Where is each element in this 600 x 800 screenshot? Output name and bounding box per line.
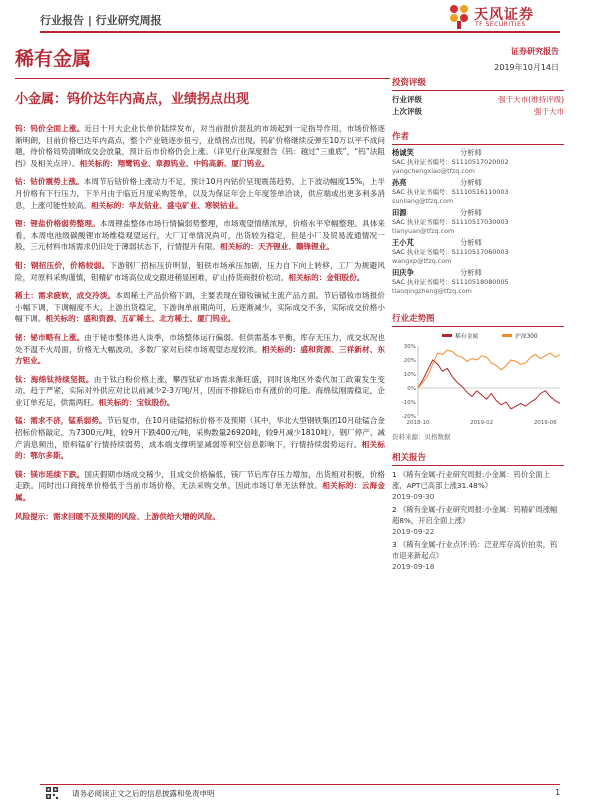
sidebar [392, 74, 564, 572]
paragraph-lithium: 锂：锂盐价格弱势整理。本周锂盐整体市场行情偏弱势整理，市场观望情绪浓厚，价格水平窄幅整理。具体来看，本周电池级碳酸锂市场维稳观望运行，大厂订单情况尚可，出货较为稳定，但是小厂及贸易流通情况一般，三元材料市场需求仍旧处于薄弱状态下，行情提升有限。相关标的：天齐锂业、赣锋锂业。 [15, 219, 386, 252]
trend-chart-svg [392, 330, 564, 430]
report-body [15, 123, 385, 522]
series-line-1 [418, 350, 560, 388]
page-number: 1 [555, 788, 560, 797]
x-tick-label: 2019-06 [533, 420, 557, 426]
analyst-email[interactable]: sunliang@tfzq.com [392, 197, 454, 205]
brand-logo [447, 3, 567, 31]
report-category: 行业报告 | 行业研究周报 [40, 14, 162, 27]
related-heading: 相关报告 [392, 449, 564, 466]
analyst-entry: 王小芃 分析师 SAC 执业证书编号：S1110517060003 wangxp@tfzq.com [392, 238, 564, 266]
sector-name: 稀有金属 [15, 48, 92, 70]
qr-code-icon [46, 787, 58, 799]
legend-label: 稀有金属 [455, 334, 479, 340]
analyst-email[interactable]: yangchengxiao@tfzq.com [392, 167, 476, 175]
paragraph-tungsten: 钨：钨价全面上涨。近日十月大企业长单价陆续发布，对当前报价混乱的市场起到一定指导作用，市场价格逐渐明朗，目前价格已达年内高点，整个产业链逐步扭亏，业绩拐点出现。钨矿价格继续反弹至10万以平不成问题，待价格局势清晰成交会放量，预计后市价格仍会上涨。（详见行业深度报告《钨：越过“三重底”，“钨”法阻挡》及相关点评）。相关标的：翔鹭钨业、章源钨业、中钨高新、厦门钨业。 [15, 124, 386, 168]
authors-heading: 作者 [392, 128, 564, 145]
report-title: 小金属：钨价达年内高点，业绩拐点出现 [15, 92, 250, 107]
y-tick-label: -10% [401, 400, 416, 406]
paragraph-manganese: 锰：需求不济，锰系弱势。节后复市，在10月硅锰招标价格不及预期（其中，华北大型钢铁集团10月硅锰合金招标价格敲定，为7300元/吨，较9月下跌400元/吨，采购数量26920吨，较9月减少1810吨），钢厂停产、减产消息频出，原料锰矿行情持续弱势，成本端支撑明显减弱等利空信息影响下，行情持续弱势运行。相关标的：鄂尔多斯。 [15, 416, 386, 461]
paragraph-magnesium: 镁：镁市延续下跌。国庆假期市场成交稀少，且成交价格偏低，镁厂节后库存压力增加，出货相对积极，价格走跌。同时出口商接单价格低于当前市场价格，无法采购交单，因此市场订单无法释放。相关标的：云海金属。 [15, 469, 386, 503]
y-tick-label: -20% [401, 414, 416, 420]
analyst-entry: 田源 分析师 SAC 执业证书编号：S1110517030003 tianyuan@tfzq.com [392, 208, 564, 236]
logo-subtext: TF SECURITIES [475, 21, 526, 28]
paragraph-rare-earth: 稀土：需求疲软，成交冷淡。本周稀土产品价格下调，主要表现在镨钕镝铽主流产品方面。节后镨钕市场报价小幅下调，下调幅度不大，上游出货稳定，下游询单前期尚可，后逐渐减少，实际成交不多，实际成交价格小幅下调。相关标的：盛和资源、五矿稀土、北方稀土、厦门钨业。 [15, 291, 386, 324]
series-line-0 [418, 360, 560, 409]
header-divider [40, 31, 560, 33]
y-tick-label: 30% [403, 344, 416, 350]
paragraph-titanium: 钛：海绵钛持续坚挺。由于钛白粉价格上涨，攀西钛矿市场需求渐旺盛，同时该地区外委代加工政策发生变动，趋于严紧，实际对外供应对比以前减少2-3万吨/月，因而不排除后市有涨价的可能。海绵钛刚需稳定，企业订单充足，供需两旺。相关标的：宝钛股份。 [15, 374, 386, 407]
analyst-entry: 田庆争 分析师 SAC 执业证书编号：S1110518080005 tianqingzheng@tfzq.com [392, 268, 564, 296]
y-tick-label: 10% [403, 372, 416, 378]
analyst-entry: 孙亮 分析师 SAC 执业证书编号：S1110516110003 sunliang@tfzq.com [392, 178, 564, 206]
footer-disclaimer: 请务必阅读正文之后的信息披露和免责申明 [72, 789, 215, 798]
chart-source: 资料来源：贝格数据 [392, 433, 451, 441]
y-tick-label: 20% [403, 358, 416, 364]
analyst-email[interactable]: tianqingzheng@tfzq.com [392, 287, 472, 295]
rating-heading: 投资评级 [392, 74, 564, 91]
risk-warning: 风险提示：需求回暖不及预期的风险、上游供给大增的风险。 [15, 511, 221, 521]
x-tick-label: 2018-10 [406, 420, 430, 426]
related-report[interactable]: 2 《稀有金属-行业研究周报:小金属：钨精矿周涨幅超8%，开启全面上涨》 2019-09-22 [392, 505, 558, 536]
title-divider [15, 78, 390, 79]
footer-divider [40, 784, 560, 785]
analyst-email[interactable]: tianyuan@tfzq.com [392, 227, 455, 235]
trend-heading: 行业走势图 [392, 310, 564, 327]
legend-label: 沪深300 [515, 334, 538, 340]
x-tick-label: 2019-02 [470, 420, 494, 426]
previous-rating: 上次评级 强于大市 [392, 107, 564, 116]
tf-logo-icon [447, 3, 471, 29]
logo-text: 天风证券 [474, 7, 534, 23]
analyst-entry: 杨诚笑 分析师 SAC 执业证书编号：S1110517020002 yangchengxiao@tfzq.com [392, 148, 564, 176]
industry-rating: 行业评级 强于大市(维持评级) [392, 95, 564, 104]
report-date: 2019年10月14日 [494, 63, 559, 72]
legend-swatch [502, 334, 512, 337]
related-report[interactable]: 1 《稀有金属-行业研究周报:小金属：钨价全面上涨，APT已高部上涨31.48%》 2019-09-30 [392, 470, 551, 501]
y-tick-label: 0% [407, 386, 416, 392]
trend-chart [392, 330, 564, 430]
analyst-email[interactable]: wangxp@tfzq.com [392, 257, 452, 265]
paragraph-bismuth: 铋：铋市略有上涨。由于铋市整体进入淡季，市场整体运行偏弱。但供需基本平衡，库存无压力，成交状况也处不温不火局面，价格无大幅波动，多数厂家对后续市场观望态度较浓。相关标的：盛和资源、三祥新材、东方钽业。 [15, 332, 386, 366]
paragraph-cobalt: 钴：钴价震势上涨。本周节后钴价格上涨动力不足，预计10月内钴价呈现震荡趋势，上下波动幅度15%，上半月价格有下行压力，下半月由于临近月度采购签单，以及为保证年会上年度签单洽谈，供应端或出更多利多消息，上涨可能性较高。相关标的：华友钴业、盛屯矿业、寒锐钴业。 [15, 177, 385, 210]
legend-swatch [442, 334, 452, 337]
paragraph-molybdenum: 钼：钢招压价，价格较弱。下游钢厂招标压价明显，钼铁市场承压加剧，压力自下向上转移，工厂为规避风险，对原料采购谨慎，钼精矿市场高位成交跟进稍显困难，矿山持货商报价松动。相关标的：金钼股份。 [15, 260, 386, 282]
report-type: 证券研究报告 [511, 47, 559, 56]
related-report[interactable]: 3 《稀有金属-行业点评:钨：泛亚库存高价拍卖，钨市迎来新起点》 2019-09-18 [392, 540, 558, 571]
